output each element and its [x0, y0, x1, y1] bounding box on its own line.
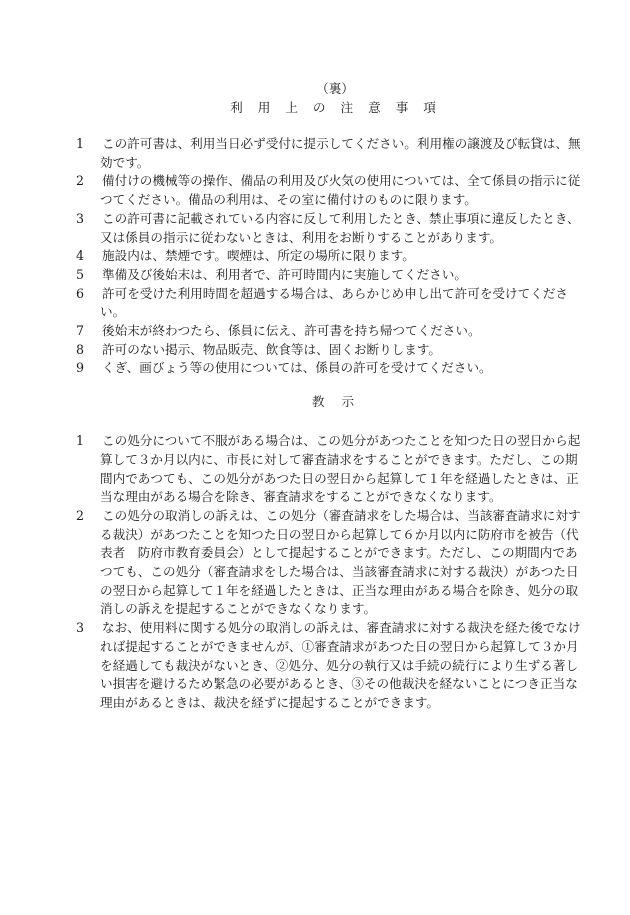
- note-text: くぎ、画びょう等の使用については、係員の許可を受けてください。: [102, 360, 492, 376]
- kyoji-item: [68, 619, 588, 713]
- note-text: 施設内は、禁煙です。喫煙は、所定の場所に限ります。: [102, 248, 415, 264]
- notes-list: [68, 135, 588, 378]
- kyoji-text: なお、使用料に関する処分の取消しの訴えは、審査請求に対する裁決を経た後でなければ提起することができませんが、①審査請求があつた日の翌日から起算して３か月を経過しても裁決がないとき、②処分、処分の執行又は手続の続行により生ずる著しい損害を避けるため緊急の必要があるとき、③その他裁決を経ないことにつき正当な理由があるときは、裁決を経ずに提起することができます。: [100, 620, 581, 710]
- note-text: 準備及び後始末は、利用者で、許可時間内に実施してください。: [102, 266, 467, 282]
- note-item: [68, 285, 588, 322]
- document-page: [68, 80, 588, 713]
- kyoji-item: [68, 432, 588, 507]
- note-number: 8: [76, 341, 85, 357]
- note-item: [68, 341, 588, 360]
- note-number: 9: [76, 360, 85, 376]
- note-text: この許可書は、利用当日必ず受付に提示してください。利用権の譲渡及び転貸は、無効です。: [100, 136, 581, 170]
- note-text: この許可書に記載されている内容に反して利用したとき、禁止事項に違反したとき、又は係員の指示に従わないときは、利用をお断りすることがあります。: [100, 210, 580, 245]
- kyoji-item: [68, 507, 588, 619]
- note-number: 5: [76, 266, 85, 282]
- kyoji-text: この処分について不服がある場合は、この処分があつたことを知つた日の翌日から起算して３か月以内に、市長に対して審査請求をすることができます。ただし、この期間内であつても、この処分があつた日の翌日から起算して１年を経過したときは、正当な理由がある場合を除き、審査請求をすることができなくなります。: [100, 433, 581, 505]
- kyoji-number: 1: [76, 433, 85, 449]
- note-text: 備付けの機械等の操作、備品の利用及び火気の使用については、全て係員の指示に従つてください。備品の利用は、その室に備付けのものに限ります。: [100, 173, 581, 208]
- note-item: [68, 210, 588, 247]
- kyoji-list: [68, 432, 588, 713]
- note-number: 1: [76, 136, 85, 151]
- note-text: 許可のない掲示、物品販売、飲食等は、固くお断りします。: [102, 341, 442, 357]
- notes-heading: 利用上の注意事項: [230, 100, 451, 115]
- note-item: [68, 266, 588, 285]
- note-text: 許可を受けた利用時間を超過する場合は、あらかじめ申し出て許可を受けてください。: [100, 285, 568, 320]
- note-text: 後始末が終わつたら、係員に伝え、許可書を持ち帰つてください。: [102, 323, 481, 339]
- kyoji-number: 2: [76, 507, 85, 523]
- note-number: 2: [76, 173, 85, 189]
- kyoji-heading: 教示: [311, 394, 372, 410]
- note-number: 6: [76, 285, 85, 301]
- note-number: 4: [76, 248, 85, 264]
- note-item: [68, 322, 588, 341]
- back-side-mark: （裏）: [316, 81, 354, 96]
- note-item: [68, 247, 588, 266]
- note-item: [68, 135, 588, 172]
- kyoji-number: 3: [76, 620, 85, 636]
- note-item: [68, 359, 588, 378]
- note-item: [68, 172, 588, 209]
- note-number: 3: [76, 210, 85, 226]
- note-number: 7: [76, 323, 85, 339]
- kyoji-text: この処分の取消しの訴えは、この処分（審査請求をした場合は、当該審査請求に対する裁決）があつたことを知つた日の翌日から起算して６か月以内に防府市を被告（代表者 防府市教育委員会）として提起することができます。ただし、この期間内であつても、この処分（審査請求をした場合は、当該審査請求に対する裁決）があつた日の翌日から起算して１年を経過したときは、正当な理由がある場合を除き、処分の取消しの訴えを提起することができなくなります。: [100, 507, 581, 617]
